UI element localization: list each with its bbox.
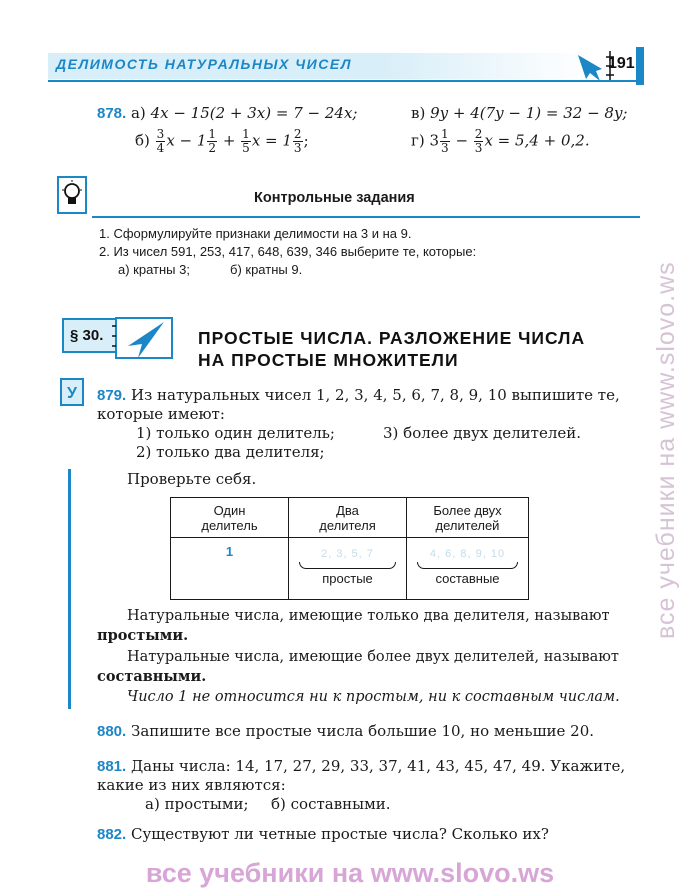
section-title-line-1: ПРОСТЫЕ ЧИСЛА. РАЗЛОЖЕНИЕ ЧИСЛА xyxy=(198,328,586,348)
table-cell xyxy=(407,538,529,600)
section-number-box xyxy=(62,318,117,353)
equation-part: x = 5,4 + 0,2. xyxy=(484,131,590,150)
u-badge-icon xyxy=(60,378,84,406)
definition-composite-text: Натуральные числа, имеющие более двух делителей, называют xyxy=(127,649,619,665)
equation: 9y + 4(7y − 1) = 32 − 8y; xyxy=(430,104,628,122)
exercise-878-b xyxy=(135,128,309,155)
control-task-2: 2. Из чисел 591, 253, 417, 648, 639, 346 выберите те, которые: xyxy=(99,244,477,259)
watermark-side: все учебники на www.slovo.ws xyxy=(652,261,680,639)
section-number: § 30. xyxy=(70,327,104,344)
brace xyxy=(299,562,396,569)
exercise-number: 880. xyxy=(97,723,127,740)
section-arrow-icon xyxy=(112,314,176,362)
lightbulb-notepad-icon xyxy=(57,176,87,214)
self-check-label: Проверьте себя. xyxy=(127,470,257,488)
faint-answer: 2, 3, 5, 7 xyxy=(321,548,374,560)
equation-part: − xyxy=(450,131,473,150)
brace-label: составные xyxy=(435,571,500,586)
table-cell xyxy=(289,538,407,600)
exercise-number: 878. xyxy=(97,105,127,122)
fraction: $\frac{1}{3}$ xyxy=(441,127,449,155)
exercise-880 xyxy=(97,722,594,740)
exercise-879-option-3: 3) более двух делителей. xyxy=(383,424,581,442)
watermark-bottom: все учебники на www.slovo.ws xyxy=(145,858,555,888)
table-header-cell: Более двух делителей xyxy=(407,498,529,538)
fraction: $\frac{2}{3}$ xyxy=(474,127,483,155)
control-rule xyxy=(92,216,640,218)
definition-composite-term: составными. xyxy=(97,668,207,685)
divisors-table xyxy=(170,497,529,600)
item-label: в) xyxy=(411,104,426,122)
exercise-882 xyxy=(97,825,549,843)
header-rule xyxy=(48,80,644,82)
chapter-title: ДЕЛИМОСТЬ НАТУРАЛЬНЫХ ЧИСЕЛ xyxy=(56,56,352,72)
table-header-cell: Один делитель xyxy=(171,498,289,538)
exercise-881-line-1 xyxy=(97,757,625,775)
exercise-879-line-1 xyxy=(97,386,620,404)
page-header xyxy=(48,47,644,85)
equation-part: x − 1 xyxy=(166,131,207,150)
exercise-879-option-1: 1) только один делитель; xyxy=(136,424,335,442)
equation: 4x − 15(2 + 3x) = 7 − 24x; xyxy=(150,104,358,122)
table-header-row xyxy=(171,498,529,538)
table-header-cell: Два делителя xyxy=(289,498,407,538)
fraction: $\frac{1}{5}$ xyxy=(242,127,250,155)
exercise-number: 881. xyxy=(97,758,127,775)
exercise-881-line-2: какие из них являются: xyxy=(97,776,286,794)
exercise-text: Существуют ли четные простые числа? Сколько их? xyxy=(130,825,549,843)
definition-prime-term: простыми. xyxy=(97,627,189,644)
exercise-878-a xyxy=(97,104,357,122)
exercise-text: Даны числа: 14, 17, 27, 29, 33, 37, 41, 43, 45, 47, 49. Укажите, xyxy=(130,757,626,775)
fraction: $\frac{3}{4}$ xyxy=(156,127,165,155)
faint-answer: 4, 6, 8, 9, 10 xyxy=(429,548,506,560)
svg-text:У: У xyxy=(67,385,77,402)
equation-part: + xyxy=(218,131,241,150)
item-label: б) xyxy=(135,131,150,150)
equation-part: ; xyxy=(303,131,309,150)
control-task-2a: а) кратны 3; xyxy=(118,262,190,277)
control-task-1: 1. Сформулируйте признаки делимости на 3 и на 9. xyxy=(99,226,412,241)
item-label: а) xyxy=(130,104,146,122)
self-check-bar xyxy=(68,469,71,709)
fraction: $\frac{1}{2}$ xyxy=(208,127,217,155)
table-row xyxy=(171,538,529,600)
exercise-878-v xyxy=(411,104,627,122)
brace-label: простые xyxy=(322,571,373,586)
exercise-879-line-2: которые имеют: xyxy=(97,405,225,423)
control-tasks-title: Контрольные задания xyxy=(254,190,415,206)
note-number-one: Число 1 не относится ни к простым, ни к составным числам. xyxy=(127,689,620,705)
exercise-text: Из натуральных чисел 1, 2, 3, 4, 5, 6, 7, 8, 9, 10 выпишите те, xyxy=(130,386,620,404)
exercise-text: Запишите все простые числа большие 10, но меньшие 20. xyxy=(130,722,595,740)
section-title-line-2: НА ПРОСТЫЕ МНОЖИТЕЛИ xyxy=(198,350,459,370)
fraction: $\frac{2}{3}$ xyxy=(293,127,302,155)
exercise-number: 882. xyxy=(97,826,127,843)
control-task-2b: б) кратны 9. xyxy=(230,262,303,277)
exercise-879-option-2: 2) только два делителя; xyxy=(136,443,325,461)
definition-prime-text: Натуральные числа, имеющие только два делителя, называют xyxy=(127,608,610,624)
equation-part: x = 1 xyxy=(251,131,292,150)
table-cell: 1 xyxy=(171,538,289,600)
exercise-number: 879. xyxy=(97,387,127,404)
equation-part: 3 xyxy=(429,131,440,150)
page-number: 191 xyxy=(608,55,635,72)
brace xyxy=(417,562,518,569)
exercise-881-option-a: а) простыми; xyxy=(145,795,249,813)
exercise-878-g xyxy=(411,128,590,155)
item-label: г) xyxy=(411,131,425,150)
exercise-881-option-b: б) составными. xyxy=(271,795,391,813)
